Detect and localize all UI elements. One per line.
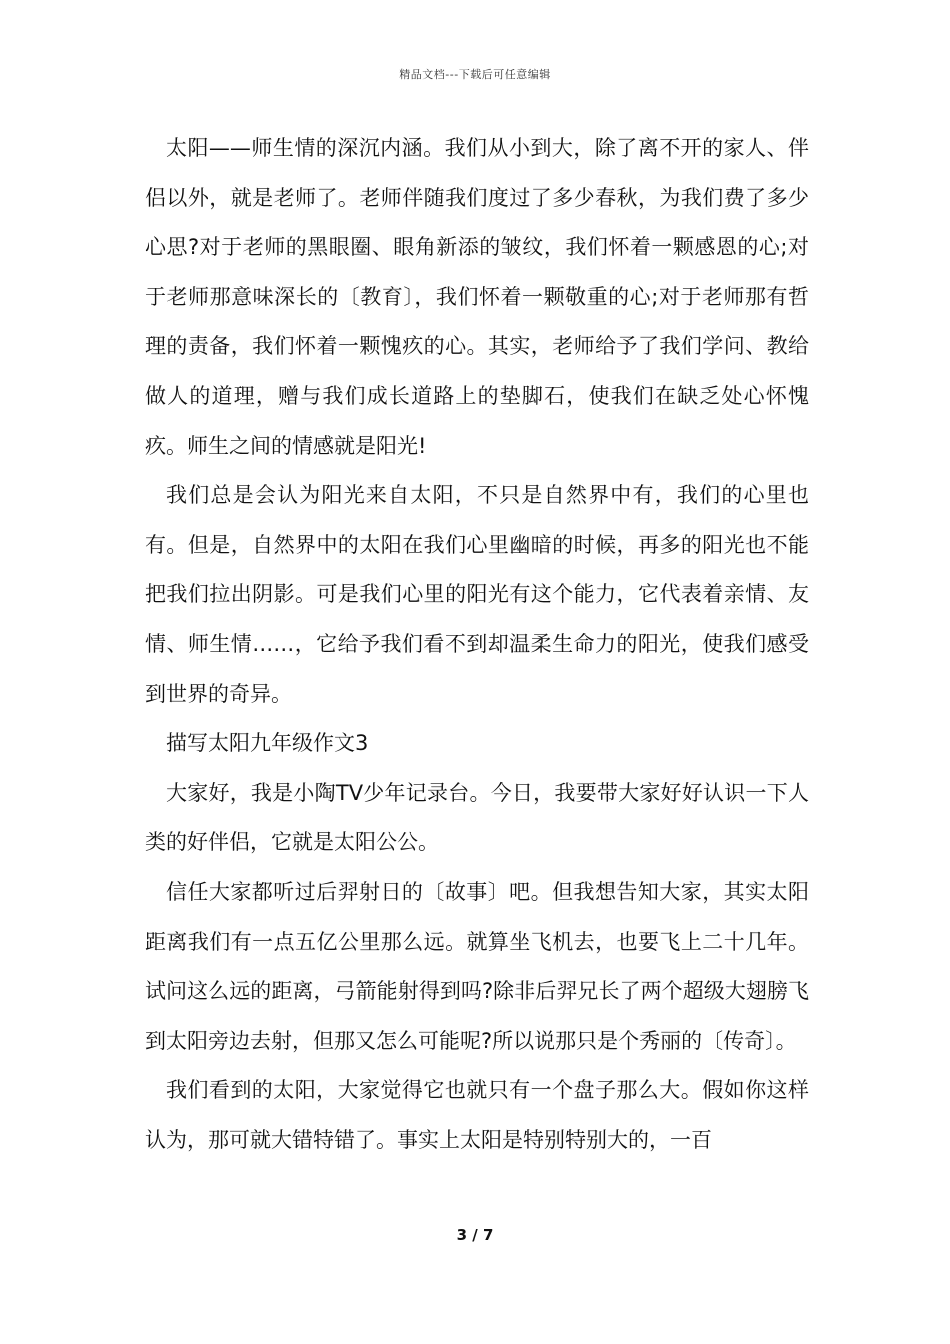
paragraph-5: 我们看到的太阳，大家觉得它也就只有一个盘子那么大。假如你这样认为，那可就大错特错了。事实上太阳是特别特别大的，一百 [145, 1078, 809, 1152]
paragraph-4: 信任大家都听过后羿射日的〔故事〕吧。但我想告知大家，其实太阳距离我们有一点五亿公里那么远。就算坐飞机去，也要飞上二十几年。试问这么远的距离，弓箭能射得到吗?除非后羿兄长了两个超级大翅膀飞到太阳旁边去射，但那又怎么可能呢?所以说那只是个秀丽的〔传奇〕。 [145, 879, 809, 1053]
section-heading: 描写太阳九年级作文3 [166, 731, 369, 756]
paragraph-1: 太阳——师生情的深沉内涵。我们从小到大，除了离不开的家人、伴侣以外，就是老师了。老师伴随我们度过了多少春秋，为我们费了多少心思?对于老师的黑眼圈、眼角新添的皱纹，我们怀着一颗感恩的心;对于老师那意味深长的〔教育〕，我们怀着一颗敬重的心;对于老师那有哲理的责备，我们怀着一颗愧疚的心。其实，老师给予了我们学问、教给做人的道理，赠与我们成长道路上的垫脚石，使我们在缺乏处心怀愧疚。师生之间的情感就是阳光! [145, 136, 809, 458]
paragraph-2: 我们总是会认为阳光来自太阳，不只是自然界中有，我们的心里也有。但是，自然界中的太阳在我们心里幽暗的时候，再多的阳光也不能把我们拉出阴影。可是我们心里的阳光有这个能力，它代表着亲情、友情、师生情……，它给予我们看不到却温柔生命力的阳光，使我们感受到世界的奇异。 [145, 483, 809, 706]
document-body [145, 124, 809, 1165]
page-header: 精品文档---下载后可任意编辑 [399, 68, 551, 81]
paragraph-3: 大家好，我是小陶TV少年记录台。今日，我要带大家好好认识一下人类的好伴侣，它就是太阳公公。 [145, 780, 809, 855]
page-number: 3 / 7 [456, 1226, 494, 1244]
